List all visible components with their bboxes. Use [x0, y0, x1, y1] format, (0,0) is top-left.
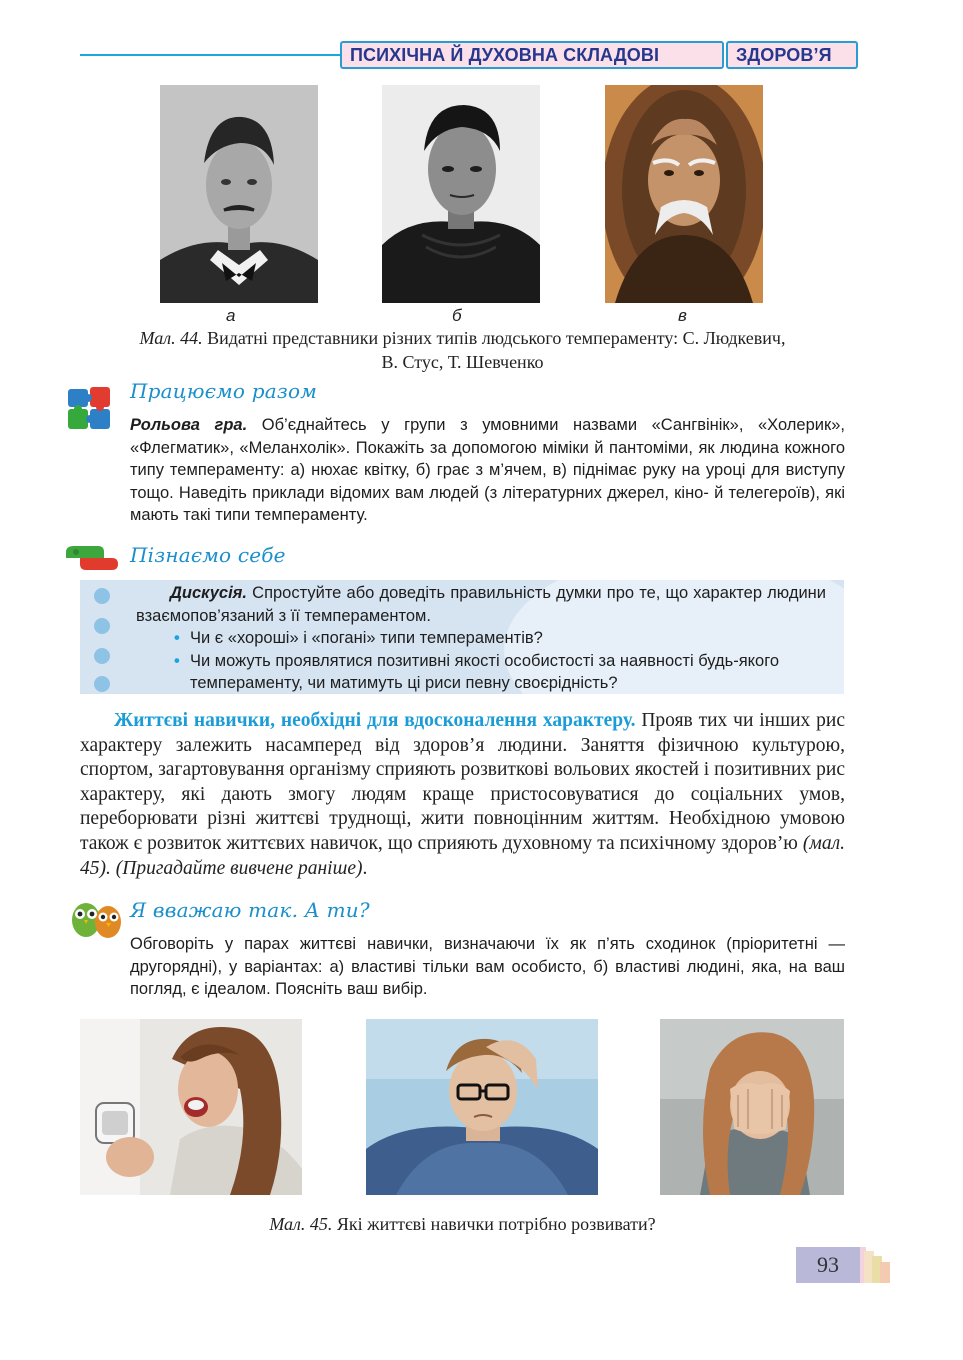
figure-44-ref: Мал. 44.	[139, 328, 203, 348]
header-rule	[80, 54, 342, 56]
discussion-text	[136, 582, 826, 694]
work-together-lead: Рольова гра.	[130, 416, 248, 434]
notebook-ring	[94, 676, 110, 692]
discussion-box	[80, 580, 844, 694]
discussion-lead: Дискусія.	[170, 584, 247, 602]
portrait-label-b: б	[452, 306, 462, 325]
portrait-label-a: а	[226, 306, 236, 325]
figure-45-ref: Мал. 45.	[269, 1214, 333, 1234]
figure-45-reference: (мал. 45).	[80, 832, 845, 879]
photo-shouting-woman	[80, 1019, 302, 1195]
figure-44-caption	[80, 326, 845, 374]
portrait-photo-c	[605, 85, 763, 303]
life-skills-body: Прояв тих чи інших рис характеру залежить насамперед від здоров’я людини. Заняття фізичною культурою, спортом, загартовування організму сприяють розвиткові вольових якостей і позитивних рис характеру, які дають змогу людям краще пристосовуватися до соціальних умов, переборювати різні життєві труднощі, жити повноцінним життям. Необхідною умовою також є розвиток життєвих навичок, що сприяють духовному та психічному здоров’ю	[80, 710, 846, 854]
life-skills-paragraph: Життєві навички, необхідні для вдосконалення характеру. Прояв тих чи інших рис характеру залежить насамперед від здоров’я людини. Заняття фізичною культурою, спортом, загартовування організму сприяють розвиткові вольових якостей і позитивних рис характеру, які дають змогу людям краще пристосовуватися до соціальних умов, переборювати різні життєві труднощі, жити повноцінним життям. Необхідною умовою також є розвиток життєвих навичок, що сприяють духовному та психічному здоров’ю (мал. 45). (Пригадайте вивчене раніше).	[80, 710, 846, 879]
discussion-bullet: • Чи можуть проявлятися позитивні якості особистості за наявності будь-якого темпераменту, чи матимуть ці риси певну своєрідність?	[172, 650, 822, 695]
figure-44-caption-line2: В. Стус, Т. Шевченко	[381, 352, 544, 372]
notebook-ring	[94, 588, 110, 604]
running-header-left: ПСИХІЧНА Й ДУХОВНА СКЛАДОВІ	[340, 41, 724, 69]
running-header-right: ЗДОРОВ’Я	[726, 41, 858, 69]
figure-45-caption	[80, 1212, 845, 1236]
portrait-photo-a	[160, 85, 318, 303]
section-title-know-yourself: Пізнаємо себе	[130, 543, 286, 567]
puzzle-icon	[66, 385, 114, 433]
figure-44-caption-line1: Видатні представники різних типів людського темпераменту: С. Людкевич,	[202, 328, 786, 348]
photo-worried-boy	[366, 1019, 598, 1195]
section-title-work-together: Працюємо разом	[130, 379, 317, 403]
notebook-ring	[94, 648, 110, 664]
work-together-text	[130, 414, 845, 527]
handshake-icon	[64, 544, 120, 572]
opinion-text: Обговоріть у парах життєві навички, визначаючи їх як п’ять сходинок (пріоритетні — другорядні), у варіантах: а) властиві тільки вам особисто, б) властиві людині, яка, на ваш погляд, є ідеалом. Поясніть ваш вибір.	[130, 935, 845, 998]
recall-note: (Пригадайте вивчене раніше)	[110, 857, 363, 879]
life-skills-heading: Життєві навички, необхідні для вдосконалення характеру.	[114, 710, 636, 731]
photo-crying-girl	[660, 1019, 844, 1195]
notebook-ring	[94, 618, 110, 634]
portrait-photo-b	[382, 85, 540, 303]
figure-45-caption-text: Які життєві навички потрібно розвивати?	[332, 1214, 656, 1234]
work-together-body: Об’єднайтесь у групи з умовними назвами «Сангвінік», «Холерик», «Флегматик», «Меланхолік». Покажіть за допомогою міміки й пантоміми, як людина кожного типу темпераменту: а) нюхає квітку, б) грає з м’ячем, в) піднімає руку на уроці для виступу тощо. Наведіть приклади відомих вам людей (з літературних джерел, кіно- й телегероїв), які мають такі типи темпераменту.	[130, 416, 845, 524]
owls-icon	[70, 898, 122, 940]
section-title-opinion: Я вважаю так. А ти?	[130, 898, 370, 922]
discussion-body: Спростуйте або доведіть правильність думки про те, що характер людини взаємопов’язаний з її темпераментом.	[136, 584, 826, 625]
discussion-bullet: • Чи є «хороші» і «погані» типи темпераментів?	[172, 627, 826, 650]
page-number: 93	[817, 1252, 839, 1277]
portrait-label-c: в	[678, 306, 687, 325]
